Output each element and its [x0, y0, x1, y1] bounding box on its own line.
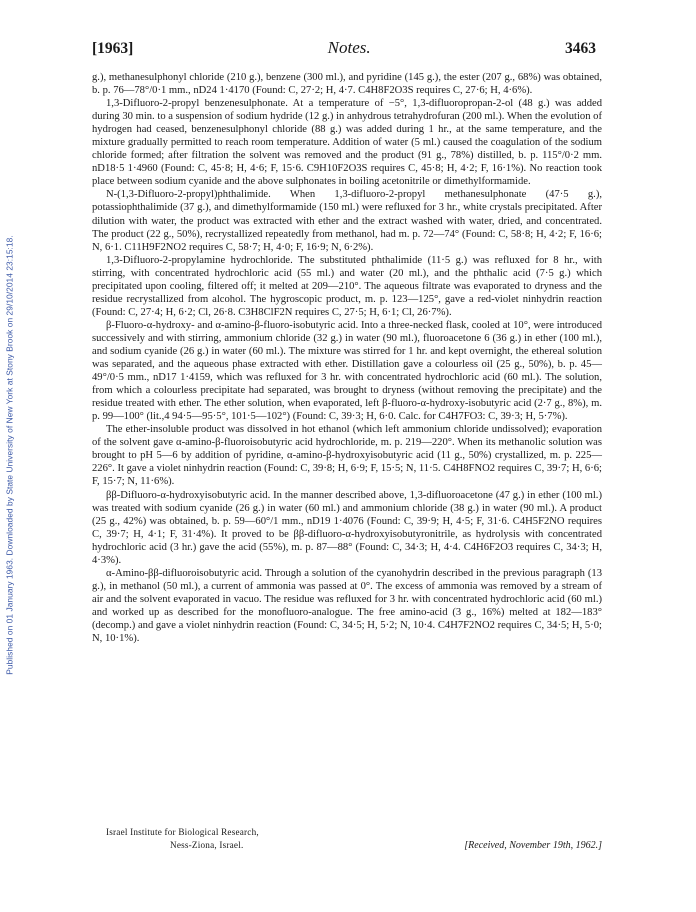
paragraph-continuation: g.), methanesulphonyl chloride (210 g.), benzene (300 ml.), and pyridine (145 g.), the ester (207 g., 68%) was obtained, b. p. 76—78°/0·1 mm., nD24 1·4170 (Found: C, 27·2; H, 4·7. C4H8F2O3S requires C, 27·6; H, 4·6%). [92, 72, 602, 97]
download-watermark-text: Published on 01 January 1963. Downloaded by State University of New York at Stony Brook on 29/10/2014 23:15:18. [5, 235, 16, 675]
received-date: [Received, November 19th, 1962.] [464, 840, 602, 851]
institute-name: Israel Institute for Biological Research, [106, 827, 259, 837]
paragraph-difluoro-hydroxyisobutyric-acid: ββ-Difluoro-α-hydroxyisobutyric acid. In the manner described above, 1,3-difluoroacetone (47 g.) in ether (100 ml.) was treated with sodium cyanide (26 g.) in water (60 ml.) and ammonium chloride (38 g.) in water (90 ml.). A product (25 g., 42%) was obtained, b. p. 59—60°/1 mm., nD19 1·4076 (Found: C, 39·9; H, 4·5; F, 31·6. C4H5F2NO requires C, 39·7; H, 4·1; F, 31·4%). It proved to be ββ-difluoro-α-hydroxyisobutyronitrile, as hydrolysis with concentrated hydrochloric acid (3 hr.) gave the acid (55%), m. p. 87—88° (Found: C, 34·3; H, 4·4. C4H6F2O3 requires C, 34·3; H, 4·3%). [92, 489, 602, 566]
article-footer [92, 826, 602, 852]
header-page-number: 3463 [565, 40, 596, 57]
paragraph-phthalimide: N-(1,3-Difluoro-2-propyl)phthalimide. When 1,3-difluoro-2-propyl methanesulphonate (47·5 g.), potassiophthalimide (37 g.), and dimethylformamide (150 ml.) were refluxed for 3 hr., white crystals precipitated. After dilution with water, the product was extracted with ether and the extract washed with water, dried, and concentrated. The product (22 g., 50%), recrystallized repeatedly from methanol, had m. p. 72—74° (Found: C, 58·8; H, 4·2; F, 16·6; N, 6·1. C11H9F2NO2 requires C, 58·7; H, 4·0; F, 16·9; N, 6·2%). [92, 189, 602, 253]
page-header [92, 38, 596, 62]
header-year: [1963] [92, 40, 134, 57]
article-body [92, 71, 602, 645]
paragraph-benzenesulphonate: 1,3-Difluoro-2-propyl benzenesulphonate. At a temperature of −5°, 1,3-difluoropropan-2-ol (48 g.) was added during 30 min. to a suspension of sodium hydride (12 g.) in anhydrous tetrahydrofuran (200 ml.). When the evolution of hydrogen had ceased, benzenesulphonyl chloride (88 g.) was added during 1 hr., at the same temperature, and the mixture gradually permitted to reach room temperature. Addition of water (5 ml.) caused the coagulation of the sodium chloride formed; after filtration the solvent was removed and the product (91 g., 78%) distilled, b. p. 115°/0·2 mm. nD18·5 1·4960 (Found: C, 45·8; H, 4·6; F, 15·6. C9H10F2O3S requires C, 45·8; H, 4·2; F, 16·1%). No reaction took place between sodium cyanide and the above sulphonates in boiling acetonitrile or dimethylformamide. [92, 98, 602, 188]
paragraph-ether-insoluble-product: The ether-insoluble product was dissolved in hot ethanol (which left ammonium chloride undissolved); evaporation of the solvent gave α-amino-β-fluoroisobutyric acid hydrochloride, m. p. 219—220°. When its methanolic solution was brought to pH 5—6 by addition of pyridine, α-amino-β-hydroxyisobutyric acid (11 g., 50%) crystallized, m. p. 225—226°. It gave a violet ninhydrin reaction (Found: C, 39·8; H, 6·9; F, 15·5; N, 11·5. C4H8FNO2 requires C, 39·7; H, 6·6; F, 15·7; N, 11·6%). [92, 424, 602, 488]
institute-location: Ness-Ziona, Israel. [170, 840, 244, 850]
paragraph-propylamine-hydrochloride: 1,3-Difluoro-2-propylamine hydrochloride. The substituted phthalimide (11·5 g.) was refluxed for 8 hr., with stirring, with concentrated hydrochloric acid (55 ml.) and water (20 ml.), and the phthalic acid (7·5 g.) which precipitated upon cooling, filtered off; it melted at 209—210°. The aqueous filtrate was evaporated to dryness and the residue recrystallized from alcohol. The hygroscopic product, m. p. 123—125°, gave a red-violet ninhydrin reaction (Found: C, 27·4; H, 6·2; Cl, 26·8. C3H8ClF2N requires C, 27·5; H, 6·1; Cl, 26·7%). [92, 254, 602, 318]
paragraph-fluoro-isobutyric-acid: β-Fluoro-α-hydroxy- and α-amino-β-fluoro-isobutyric acid. Into a three-necked flask, cooled at 10°, were introduced successively and with stirring, ammonium chloride (32 g.) in water (90 ml.), fluoroacetone 6 (36 g.) in ether (100 ml.), and sodium cyanide (26 g.) in water (60 ml.). The mixture was stirred for 1 hr. and kept overnight, the ethereal solution was separated, and the aqueous phase extracted with ether. Distillation gave a colourless oil (25 g., 50%), b. p. 45—49°/0·5 mm., nD17 1·4159, which was refluxed for 3 hr. with concentrated hydrochloric acid (60 ml.). The solution, from which a colourless precipitate had separated, was brought to dryness (without removing the precipitate) and the residue treated with ether. The ether solution, when evaporated, left β-fluoro-α-hydroxy-isobutyric acid (2·7 g., 8%), m. p. 99—100° (lit.,4 94·5—95·5°, 101·5—102°) (Found: C, 39·3; H, 6·0. Calc. for C4H7FO3: C, 39·3; H, 5·7%). [92, 319, 602, 423]
download-watermark [2, 30, 18, 880]
paragraph-amino-difluoroisobutyric-acid: α-Amino-ββ-difluoroisobutyric acid. Through a solution of the cyanohydrin described in the previous paragraph (13 g.), in methanol (50 ml.), a current of ammonia was passed at 0°. The excess of ammonia was removed by a stream of air and the solvent evaporated in vacuo. The residue was refluxed for 3 hr. with concentrated hydrochloric acid (60 ml.) and worked up as described for the monofluoro-analogue. The free amino-acid (3 g., 16%) melted at 182—183° (decomp.) and gave a violet ninhydrin reaction (Found: C, 34·5; H, 5·2; N, 10·4. C4H7F2NO2 requires C, 34·5; H, 5·0; N, 10·1%). [92, 567, 602, 645]
header-journal: Notes. [327, 38, 371, 57]
